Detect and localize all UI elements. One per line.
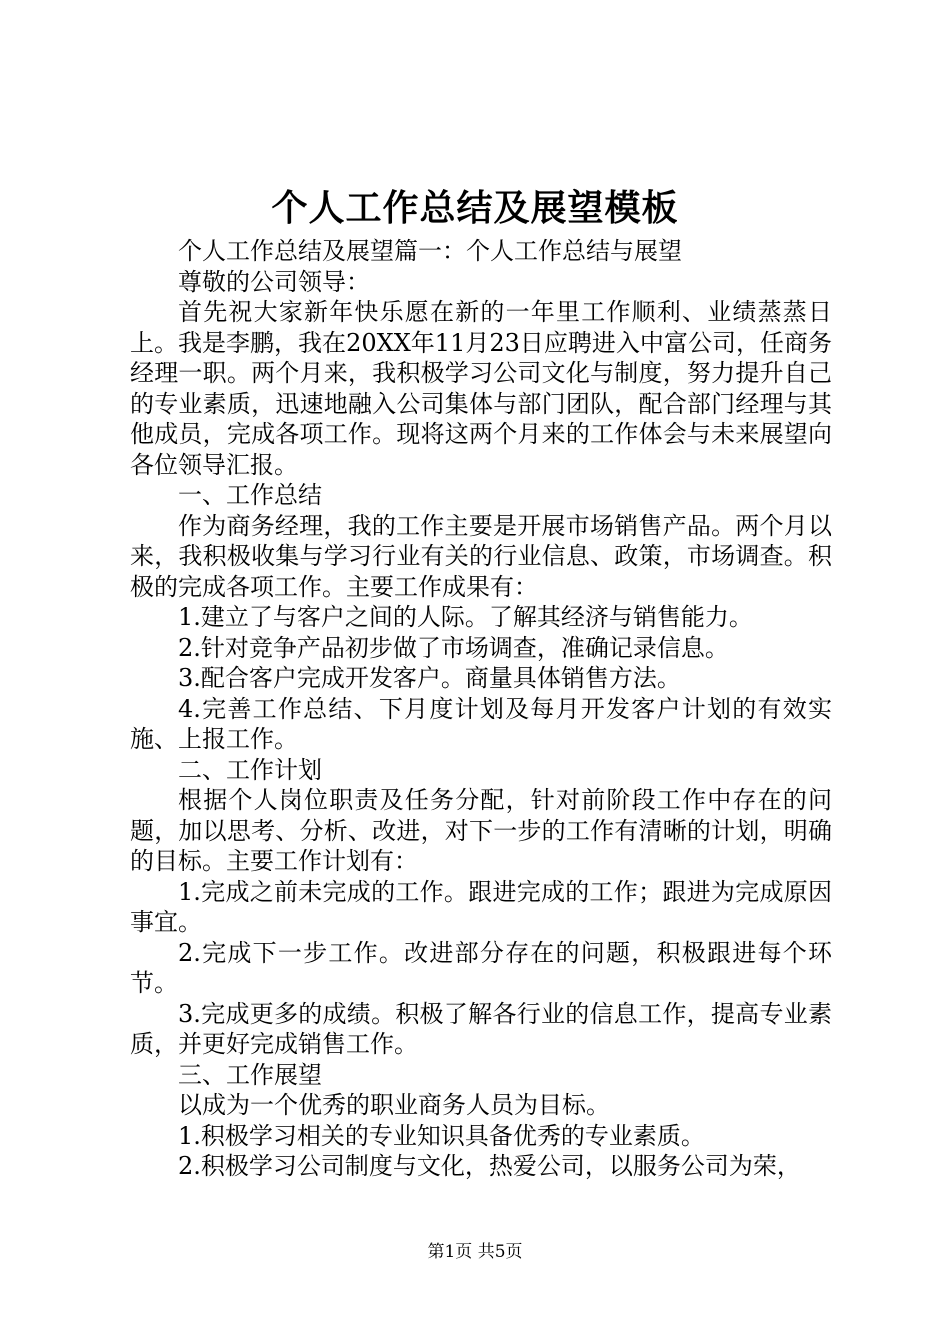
list-item: 2.针对竞争产品初步做了市场调查，准确记录信息。 xyxy=(178,633,729,662)
list-item: 3.完成更多的成绩。积极了解各行业的信息工作，提高专业素质，并更好完成销售工作。 xyxy=(130,999,832,1058)
paragraph: 作为商务经理，我的工作主要是开展市场销售产品。两个月以来，我积极收集与学习行业有关的行业信息、政策，市场调查。积极的完成各项工作。主要工作成果有： xyxy=(130,511,832,601)
paragraph: 尊敬的公司领导： xyxy=(178,267,370,296)
section-heading: 三、工作展望 xyxy=(178,1060,322,1089)
document-title: 个人工作总结及展望模板 xyxy=(271,187,679,229)
list-item: 1.完成之前未完成的工作。跟进完成的工作；跟进为完成原因事宜。 xyxy=(130,877,832,936)
page-footer: 第1页 共5页 xyxy=(427,1242,523,1262)
list-item: 4.完善工作总结、下月度计划及每月开发客户计划的有效实施、上报工作。 xyxy=(130,694,832,753)
section-heading: 二、工作计划 xyxy=(178,755,322,784)
list-item: 1.建立了与客户之间的人际。了解其经济与销售能力。 xyxy=(178,603,753,631)
section-heading: 一、工作总结 xyxy=(178,481,322,509)
paragraph: 个人工作总结及展望篇一：个人工作总结与展望 xyxy=(178,237,682,265)
list-item: 3.配合客户完成开发客户。商量具体销售方法。 xyxy=(178,664,681,692)
list-item: 2.完成下一步工作。改进部分存在的问题，积极跟进每个环节。 xyxy=(130,938,832,997)
list-item: 1.积极学习相关的专业知识具备优秀的专业素质。 xyxy=(178,1121,705,1150)
paragraph: 首先祝大家新年快乐愿在新的一年里工作顺利、业绩蒸蒸日上。我是李鹏，我在20XX年11月23日应聘进入中富公司，任商务经理一职。两个月来，我积极学习公司文化与制度，努力提升自己的专业素质，迅速地融入公司集体与部门团队，配合部门经理与其他成员，完成各项工作。现将这两个月来的工作体会与未来展望向各位领导汇报。 xyxy=(130,298,832,479)
paragraph: 根据个人岗位职责及任务分配，针对前阶段工作中存在的问题，加以思考、分析、改进，对下一步的工作有清晰的计划，明确的目标。主要工作计划有： xyxy=(130,786,832,875)
list-item: 2.积极学习公司制度与文化，热爱公司，以服务公司为荣， xyxy=(178,1152,801,1180)
paragraph: 以成为一个优秀的职业商务人员为目标。 xyxy=(178,1091,610,1119)
document-body xyxy=(130,236,832,1182)
